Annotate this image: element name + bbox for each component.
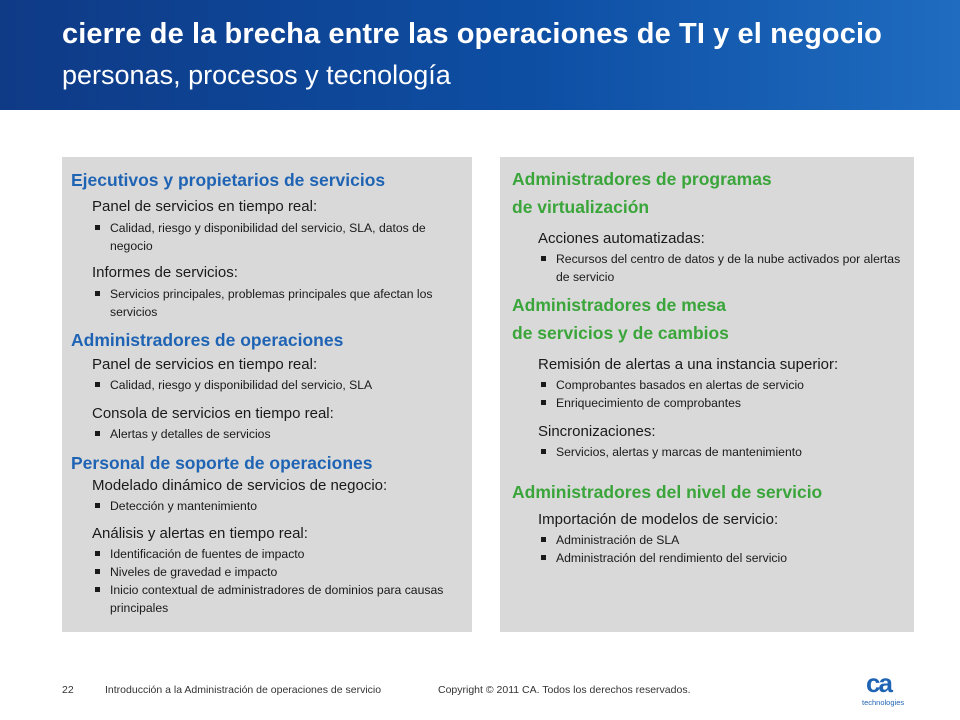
group-heading: Importación de modelos de servicio: xyxy=(538,511,779,528)
group xyxy=(500,355,914,412)
bullet-item: Detección y mantenimiento xyxy=(62,497,472,515)
bullet-item: Inicio contextual de administradores de dominios para causas principales xyxy=(62,581,472,617)
group xyxy=(62,524,472,617)
section-title-line: Administradores de programas xyxy=(512,169,772,189)
bullet-list xyxy=(500,443,914,461)
bullet-item: Identificación de fuentes de impacto xyxy=(62,545,472,563)
course-name: Introducción a la Administración de operaciones de servicio xyxy=(105,684,382,696)
ca-technologies-logo xyxy=(858,668,916,712)
group-heading: Consola de servicios en tiempo real: xyxy=(92,405,334,422)
group-heading: Panel de servicios en tiempo real: xyxy=(92,356,318,373)
section-virtualizacion xyxy=(500,165,914,286)
section-title: Administradores de operaciones xyxy=(71,330,344,350)
group xyxy=(62,476,472,515)
bullet-item: Administración del rendimiento del servicio xyxy=(500,549,914,567)
group-heading: Informes de servicios: xyxy=(92,264,238,281)
group xyxy=(62,355,472,394)
bullet-item: Enriquecimiento de comprobantes xyxy=(500,394,914,412)
copyright-notice: Copyright © 2011 CA. Todos los derechos reservados. xyxy=(438,684,691,696)
bullet-item: Servicios principales, problemas principales que afectan los servicios xyxy=(62,285,472,321)
group xyxy=(500,229,914,286)
bullet-item: Servicios, alertas y marcas de mantenimiento xyxy=(500,443,914,461)
group-heading: Panel de servicios en tiempo real: xyxy=(92,198,318,215)
bullet-list xyxy=(62,219,472,255)
bullet-list xyxy=(62,376,472,394)
group xyxy=(62,404,472,443)
slide-header xyxy=(0,0,960,110)
group xyxy=(62,263,472,321)
slide-title: cierre de la brecha entre las operaciones de TI y el negocio xyxy=(62,18,882,50)
bullet-list xyxy=(62,545,472,617)
section-personal-soporte xyxy=(62,452,472,617)
group-heading: Análisis y alertas en tiempo real: xyxy=(92,525,308,542)
group-heading: Remisión de alertas a una instancia superior: xyxy=(538,356,839,373)
bullet-list xyxy=(62,285,472,321)
group-heading: Modelado dinámico de servicios de negocio: xyxy=(92,477,388,494)
bullet-item: Alertas y detalles de servicios xyxy=(62,425,472,443)
right-panel xyxy=(500,157,914,632)
logo-wordmark: technologies xyxy=(862,698,905,707)
group xyxy=(62,197,472,255)
section-title-line: Administradores de mesa xyxy=(512,295,726,315)
bullet-item: Comprobantes basados en alertas de servicio xyxy=(500,376,914,394)
bullet-item: Calidad, riesgo y disponibilidad del servicio, SLA, datos de negocio xyxy=(62,219,472,255)
bullet-item: Niveles de gravedad e impacto xyxy=(62,563,472,581)
left-panel xyxy=(62,157,472,632)
section-title-line: Administradores del nivel de servicio xyxy=(512,482,823,502)
bullet-item: Administración de SLA xyxy=(500,531,914,549)
section-mesa-servicios xyxy=(500,291,914,461)
bullet-list xyxy=(62,497,472,515)
bullet-list xyxy=(62,425,472,443)
group-heading: Sincronizaciones: xyxy=(538,423,656,440)
group xyxy=(500,422,914,461)
bullet-item: Recursos del centro de datos y de la nube activados por alertas de servicio xyxy=(500,250,914,286)
section-ejecutivos xyxy=(62,169,472,321)
bullet-list xyxy=(500,376,914,412)
page-number: 22 xyxy=(62,684,74,696)
bullet-list xyxy=(500,250,914,286)
group-heading: Acciones automatizadas: xyxy=(538,230,705,247)
section-administradores-operaciones xyxy=(62,329,472,443)
section-title: Personal de soporte de operaciones xyxy=(71,453,373,473)
section-title-line: de servicios y de cambios xyxy=(512,323,729,343)
slide-footer xyxy=(0,680,960,704)
slide-subtitle: personas, procesos y tecnología xyxy=(62,60,451,90)
bullet-item: Calidad, riesgo y disponibilidad del servicio, SLA xyxy=(62,376,472,394)
bullet-list xyxy=(500,531,914,567)
section-title: Ejecutivos y propietarios de servicios xyxy=(71,170,386,190)
group xyxy=(500,510,914,567)
section-nivel-servicio xyxy=(500,478,914,567)
section-title-line: de virtualización xyxy=(512,197,650,217)
logo-mark: ca xyxy=(866,668,891,698)
